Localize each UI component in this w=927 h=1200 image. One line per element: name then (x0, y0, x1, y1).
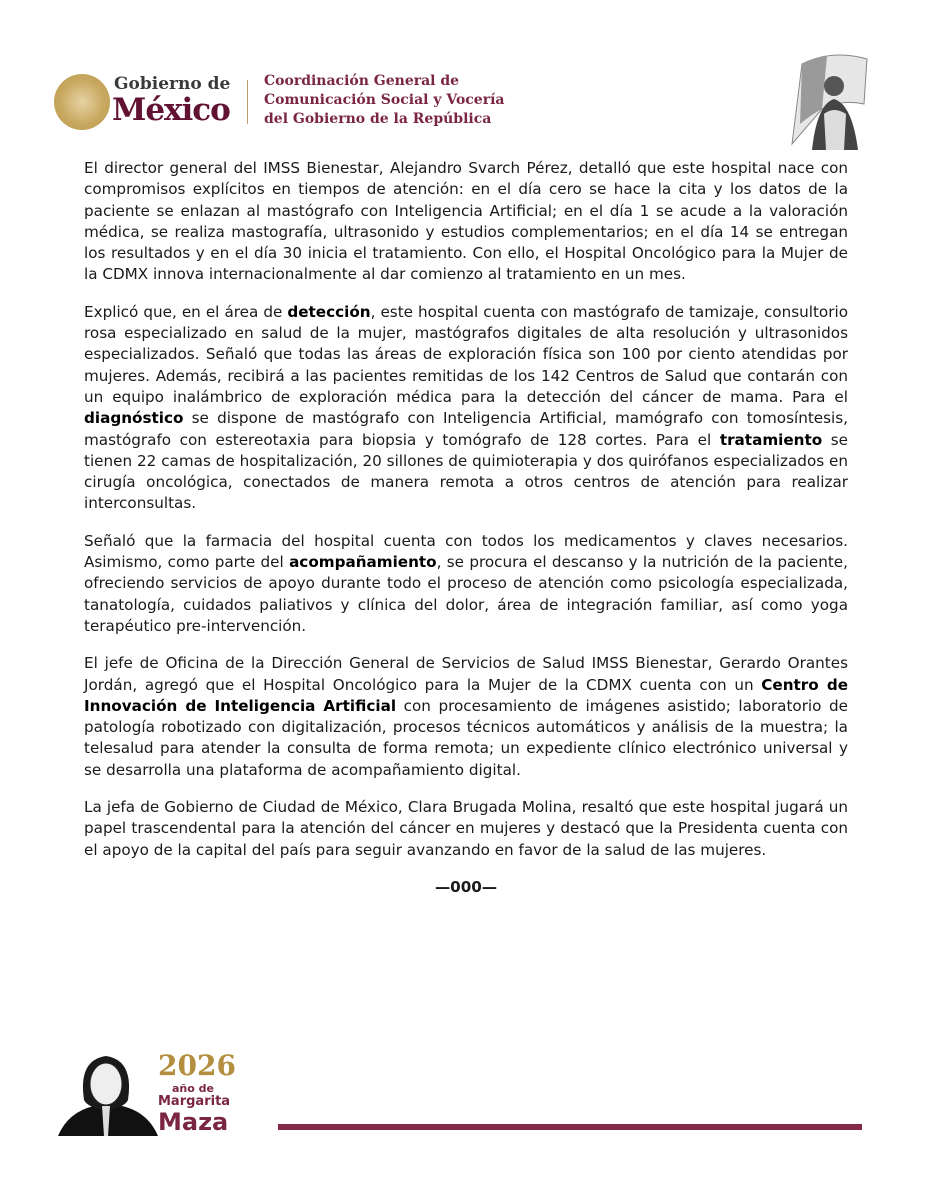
paragraph (84, 158, 848, 286)
national-seal-icon (54, 74, 110, 130)
bold-term: tratamiento (719, 430, 823, 449)
margarita-maza-portrait-icon (58, 1050, 158, 1136)
letterhead (50, 70, 890, 140)
office-line: del Gobierno de la República (264, 111, 492, 127)
text-run: se tienen 22 camas de hospitalización, 20 sillones de quimioterapia y dos quirófanos especializados en cirugía oncológica, conectados de manera remota a otros centros de atención para realizar interconsultas. (84, 430, 849, 513)
text-run: , se procura el descanso y la nutrición de la paciente, ofreciendo servicios de apoyo durante todo el proceso de atención como psicología especializada, tanatología, cuidados paliativos y clínica del dolor, área de integración familiar, así como yoga terapéutico pre-intervención. (84, 553, 848, 635)
year: 2026 (158, 1049, 236, 1082)
text-run: Señaló que la farmacia del hospital cuenta con todos los medicamentos y claves necesarios. Asimismo, como parte del (84, 531, 848, 572)
text-run: La jefa de Gobierno de Ciudad de México, Clara Brugada Molina, resaltó que este hospital jugará un papel trascendental para la atención del cáncer en mujeres y destacó que la Presidenta cuenta con el apoyo de la capital del país para seguir avanzando en favor de la salud de las mujeres. (84, 798, 848, 859)
closing-mark: —000— (434, 877, 498, 896)
honoree-last-name: Maza (158, 1108, 229, 1136)
text-run: con procesamiento de imágenes asistido; laboratorio de patología robotizado con digitalización, procesos técnicos automáticos y análisis de la muestra; la telesalud para atender la consulta de forma remota; un expediente clínico electrónico universal y se desarrolla una plataforma de acompañamiento digital. (84, 696, 848, 779)
logo-line2: México (112, 92, 230, 128)
logo-line1: Gobierno de (114, 74, 231, 94)
paragraph (84, 302, 848, 515)
office-name (264, 72, 504, 129)
text-run: se dispone de mastógrafo con Inteligencia Artificial, mamógrafo con tomosíntesis, mastógrafo con estereotaxia para biopsia y tomógrafo de 128 cortes. Para el (84, 409, 848, 449)
office-line: Coordinación General de (264, 73, 460, 89)
woman-with-flag-icon (772, 44, 876, 150)
footer-rule (278, 1124, 862, 1130)
bold-term: detección (287, 302, 371, 321)
text-run: El jefe de Oficina de la Dirección General de Servicios de Salud IMSS Bienestar, Gerardo Orantes Jordán, agregó que el Hospital Oncológico para la Mujer de la CDMX cuenta con un (84, 654, 848, 694)
text-run: Explicó que, en el área de (84, 302, 288, 321)
bold-term: diagnóstico (84, 409, 184, 428)
year-subtitle: año de (172, 1082, 214, 1095)
paragraph (84, 531, 848, 637)
paragraph (84, 653, 848, 781)
divider (247, 80, 248, 124)
document-body (84, 158, 848, 898)
honoree-first-name: Margarita (158, 1094, 231, 1109)
bold-term: Centro de Innovación de Inteligencia Artificial (84, 675, 848, 715)
paragraph (84, 797, 848, 861)
text-run: , este hospital cuenta con mastógrafo de tamizaje, consultorio rosa especializado en salud de la mujer, mastógrafos digitales de alta resolución y ultrasonidos especializados. Señaló que todas las áreas de exploración física son 100 por ciento atendidas por mujeres. Además, recibirá a las pacientes remitidas de los 142 Centros de Salud que contarán con un equipo inalámbrico de exploración médica para la detección del cáncer de mama. Para el (84, 302, 848, 406)
text-run: El director general del IMSS Bienestar, Alejandro Svarch Pérez, detalló que este hospital nace con compromisos explícitos en tiempos de atención: en el día cero se hace la cita y los datos de la paciente se enlazan al mastógrafo con Inteligencia Artificial; en el día 1 se acude a la valoración médica, se realiza mastografía, ultrasonido y estudios complementarios; en el día 14 se entregan los resultados y en el día 30 inicia el tratamiento. Con ello, el Hospital Oncológico para la Mujer de la CDMX innova internacionalmente al dar comienzo al tratamiento en un mes. (84, 159, 848, 284)
footer (58, 1050, 878, 1140)
bold-term: acompañamiento (289, 553, 437, 572)
office-line: Comunicación Social y Vocería (264, 92, 505, 108)
